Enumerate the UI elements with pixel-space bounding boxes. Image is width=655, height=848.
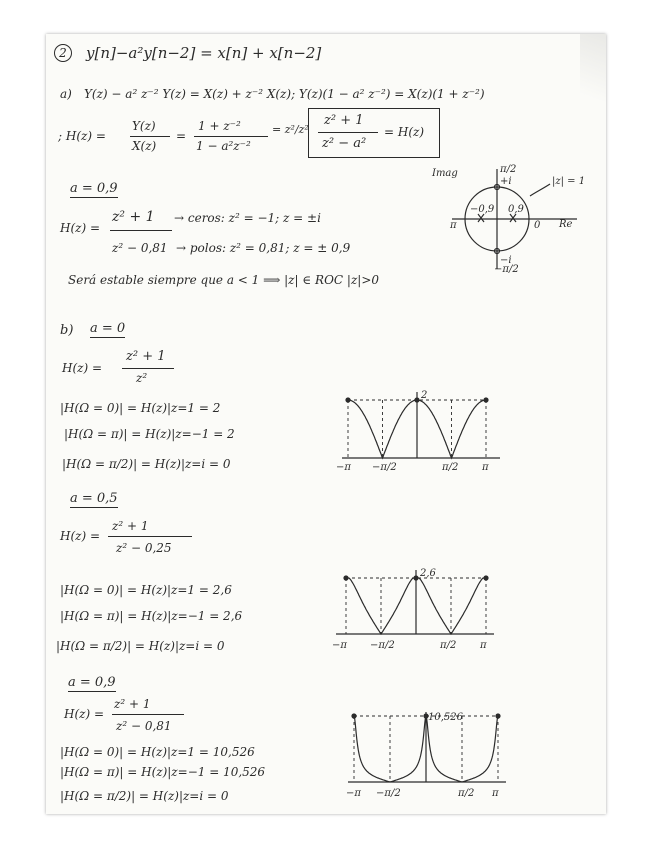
tick-neg-pi: −π: [336, 462, 351, 473]
magnitude-plot-a09: [348, 708, 508, 798]
boxed-bar: [318, 132, 378, 133]
peak-label: 2,6: [420, 568, 436, 579]
hz-a0-denominator: z²: [136, 371, 148, 385]
unit-circle-arrow: [530, 184, 550, 196]
pi2-bottom-label: −π/2: [494, 264, 519, 275]
hz-a05-lhs: H(z) =: [60, 529, 101, 543]
hz-a09-bar: [110, 230, 172, 231]
pole-zero-plot: [432, 164, 592, 274]
hz-a0-numerator: z² + 1: [126, 349, 166, 364]
tick-pi2: π/2: [458, 788, 475, 799]
a0-eval-line-2: |H(Ω = π)| = H(z)|z=−1 = 2: [64, 427, 235, 441]
boxed-numerator: z² + 1: [324, 113, 364, 128]
peak-dot-2: [484, 576, 488, 580]
tick-pi: π: [492, 788, 499, 799]
hz-b-a09-bar: [112, 714, 184, 715]
frac2-numerator: 1 + z⁻²: [198, 119, 241, 133]
frac2-denominator: 1 − a²z⁻²: [196, 139, 251, 153]
peak-dot-2: [484, 398, 488, 402]
a0-eval-line-1: |H(Ω = 0)| = H(z)|z=1 = 2: [60, 401, 221, 415]
b-a09-eval-line-1: |H(Ω = 0)| = H(z)|z=1 = 10,526: [60, 745, 255, 759]
part-b-label: b): [60, 323, 74, 338]
case-a09-label: a = 0,9: [70, 181, 118, 196]
problem-number: 2: [54, 44, 72, 62]
frac1-bar: [130, 136, 170, 137]
unit-circle-label: |z| = 1: [552, 176, 586, 187]
pi-left-label: π: [450, 220, 457, 231]
tick-neg-pi: −π: [332, 640, 347, 651]
peak-label: 2: [421, 390, 428, 401]
peak-dot-0: [346, 398, 350, 402]
tick-neg-pi: −π: [346, 788, 361, 799]
z-transform-line: Y(z) − a² z⁻² Y(z) = X(z) + z⁻² X(z); Y(z)(1 − a² z⁻²) = X(z)(1 + z⁻²): [84, 87, 485, 101]
transfer-function-lhs: ; H(z) =: [58, 129, 106, 143]
hz-a09-lhs: H(z) =: [60, 221, 101, 235]
frac1-numerator: Y(z): [132, 119, 156, 133]
peak-dot-0: [352, 714, 356, 718]
a05-eval-line-1: |H(Ω = 0)| = H(z)|z=1 = 2,6: [60, 583, 232, 597]
part-a-label: a): [60, 87, 72, 101]
hz-a05-numerator: z² + 1: [112, 519, 149, 533]
equals-sign: =: [176, 129, 187, 143]
peak-dot-1: [414, 576, 418, 580]
frac1-denominator: X(z): [132, 139, 157, 153]
pole-left-label: −0,9: [470, 204, 495, 215]
peak-dot-1: [415, 398, 419, 402]
hz-b-a09-denominator: z² − 0,81: [116, 719, 172, 733]
hz-a05-denominator: z² − 0,25: [116, 541, 172, 555]
a0-eval-line-3: |H(Ω = π/2)| = H(z)|z=i = 0: [62, 457, 231, 471]
hz-b-a09-numerator: z² + 1: [114, 697, 151, 711]
pi2-top-label: π/2: [500, 164, 517, 175]
a05-eval-line-2: |H(Ω = π)| = H(z)|z=−1 = 2,6: [60, 609, 243, 623]
tick-neg-pi2: −π/2: [376, 788, 401, 799]
boxed-rhs: = H(z): [384, 125, 425, 139]
hz-a0-bar: [122, 368, 174, 369]
re-label: Re: [559, 219, 573, 230]
case-b-a09-label: a = 0,9: [68, 675, 116, 690]
b-a09-eval-line-2: |H(Ω = π)| = H(z)|z=−1 = 10,526: [60, 765, 266, 779]
magnitude-plot-a05: [332, 564, 496, 651]
zero-right-label: 0: [534, 220, 541, 231]
poles-line: → polos: z² = 0,81; z = ± 0,9: [176, 241, 351, 255]
zero-bottom-label: −i: [500, 255, 512, 266]
a05-eval-line-3: |H(Ω = π/2)| = H(z)|z=i = 0: [56, 639, 225, 653]
magnitude-plot-a0: [336, 386, 502, 473]
hz-a09-denominator: z² − 0,81: [112, 241, 168, 255]
tick-pi2: π/2: [440, 640, 457, 651]
imag-label: Imag: [432, 168, 458, 179]
tick-pi2: π/2: [442, 462, 459, 473]
pole-right-label: 0,9: [508, 204, 524, 215]
hz-a05-bar: [108, 536, 192, 537]
b-a09-eval-line-3: |H(Ω = π/2)| = H(z)|z=i = 0: [60, 789, 229, 803]
multiplier: = z²/z²: [272, 123, 309, 136]
peak-dot-0: [344, 576, 348, 580]
page-corner-fold: [580, 34, 606, 124]
boxed-denominator: z² − a²: [322, 136, 367, 151]
difference-equation: y[n]−a²y[n−2] = x[n] + x[n−2]: [86, 44, 322, 62]
stability-line: Será estable siempre que a < 1 ⟹ |z| ∈ ROC |z|>0: [68, 273, 380, 287]
hz-b-a09-lhs: H(z) =: [64, 707, 105, 721]
peak-dot-2: [496, 714, 500, 718]
peak-label: 10,526: [428, 712, 463, 723]
handwritten-sheet: [46, 34, 606, 814]
zeros-line: → ceros: z² = −1; z = ±i: [174, 211, 321, 225]
case-a05-label: a = 0,5: [70, 491, 118, 506]
tick-neg-pi2: −π/2: [372, 462, 397, 473]
frac2-bar: [194, 136, 268, 137]
case-a0-label: a = 0: [90, 321, 126, 336]
hz-a0-lhs: H(z) =: [62, 361, 103, 375]
zero-top-label: +i: [500, 176, 512, 187]
hz-a09-numerator: z² + 1: [112, 209, 155, 225]
tick-pi: π: [480, 640, 487, 651]
tick-pi: π: [482, 462, 489, 473]
tick-neg-pi2: −π/2: [370, 640, 395, 651]
